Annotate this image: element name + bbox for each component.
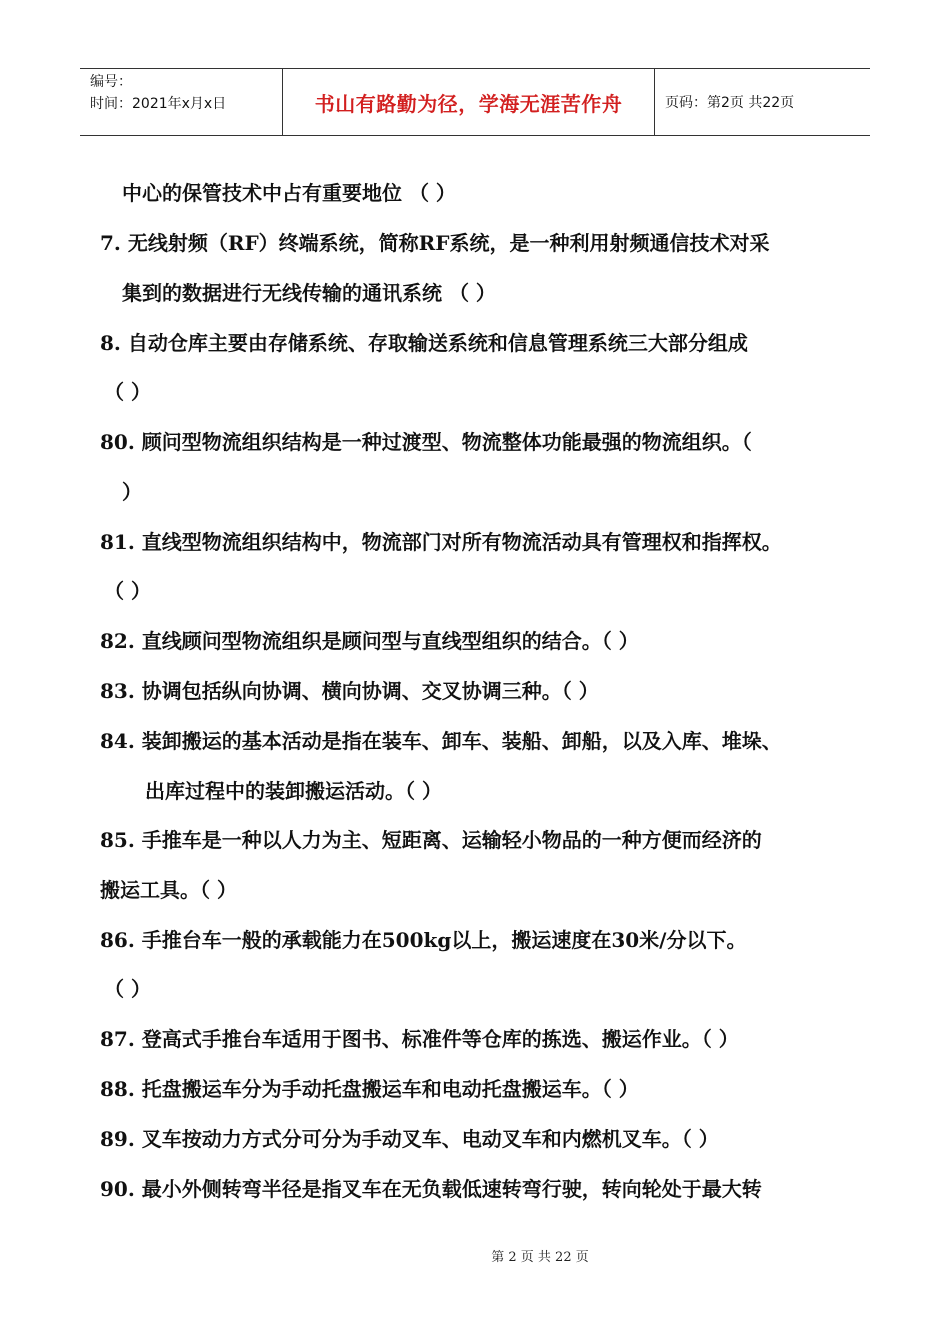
serial-label: 编号： [90,74,132,90]
page-header [80,68,870,136]
text-line: （ ） [104,380,151,404]
text-line: 88. 托盘搬运车分为手动托盘搬运车和电动托盘搬运车。（ ） [100,1077,639,1101]
text-line: 86. 手推台车一般的承载能力在500kg以上，搬运速度在30米/分以下。 [100,928,747,952]
text-line: 81. 直线型物流组织结构中，物流部门对所有物流活动具有管理权和指挥权。 [100,530,782,554]
text-line: 8. 自动仓库主要由存储系统、存取输送系统和信息管理系统三大部分组成 [100,331,748,355]
text-line: 搬运工具。（ ） [100,878,237,902]
text-line: 7. 无线射频（RF）终端系统，简称RF系统，是一种利用射频通信技术对采 [100,231,770,255]
text-line: 83. 协调包括纵向协调、横向协调、交叉协调三种。（ ） [100,679,599,703]
header-meta [80,69,282,135]
time-label: 时间：2021年x月x日 [90,96,227,112]
header-motto [282,69,655,135]
text-line: 87. 登高式手推台车适用于图书、标准件等仓库的拣选、搬运作业。（ ） [100,1027,739,1051]
text-line: 出库过程中的装卸搬运活动。（ ） [145,779,442,803]
text-line: 89. 叉车按动力方式分可分为手动叉车、电动叉车和内燃机叉车。（ ） [100,1127,719,1151]
text-line: ） [122,480,142,504]
text-line: 集到的数据进行无线传输的通讯系统 （ ） [122,281,496,305]
text-line: 中心的保管技术中占有重要地位 （ ） [122,181,456,205]
text-line: 90. 最小外侧转弯半径是指叉车在无负载低速转弯行驶，转向轮处于最大转 [100,1177,762,1201]
text-line: （ ） [104,977,151,1001]
text-line: （ ） [104,579,151,603]
text-line: 85. 手推车是一种以人力为主、短距离、运输轻小物品的一种方便而经济的 [100,828,762,852]
text-line: 80. 顾问型物流组织结构是一种过渡型、物流整体功能最强的物流组织。（ [100,430,752,454]
text-line: 84. 装卸搬运的基本活动是指在装车、卸车、装船、卸船，以及入库、堆垛、 [100,729,782,753]
page-footer: 第 2 页 共 22 页 [491,1250,589,1265]
motto-text: 书山有路勤为径，学海无涯苦作舟 [314,91,623,116]
page-info-text: 页码：第2页 共22页 [665,95,795,111]
text-line: 82. 直线顾问型物流组织是顾问型与直线型组织的结合。（ ） [100,629,639,653]
header-page-info [655,69,870,135]
